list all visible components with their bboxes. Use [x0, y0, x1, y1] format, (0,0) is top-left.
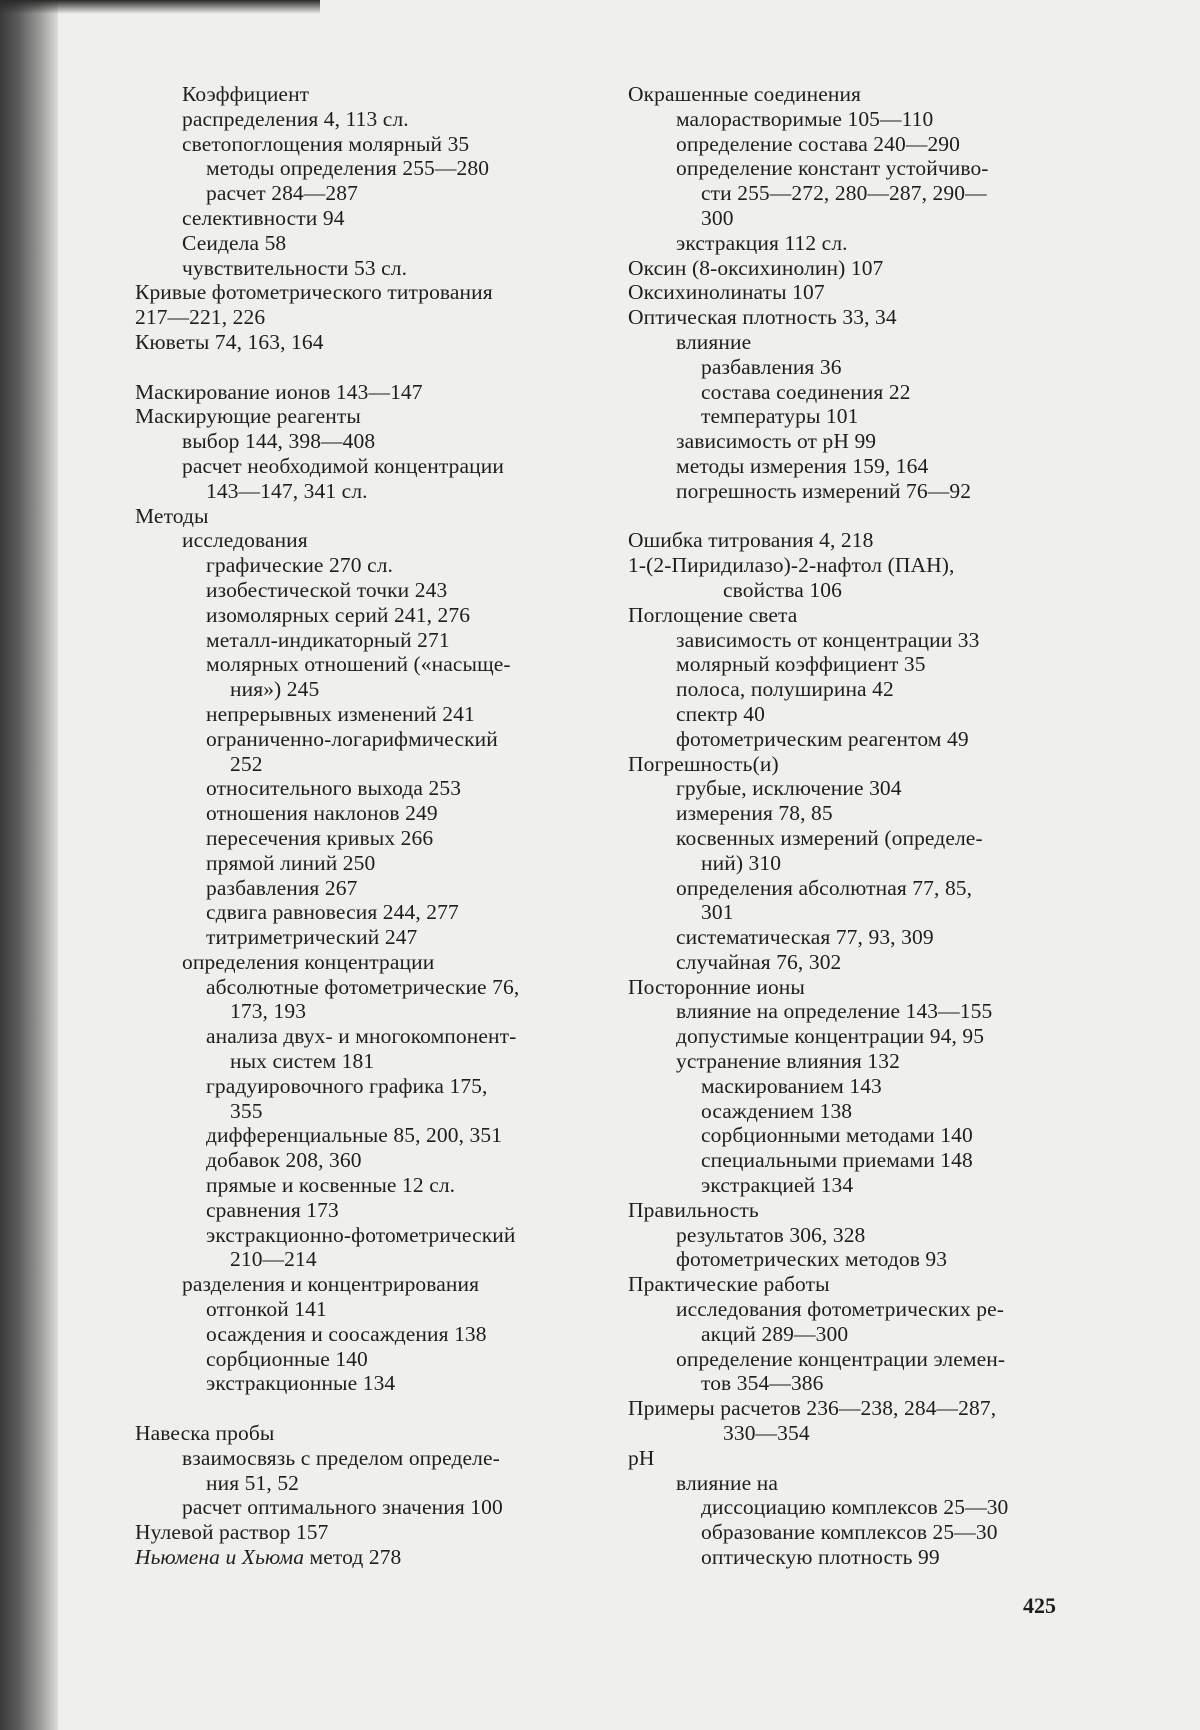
entry-gap: [618, 504, 1065, 529]
index-subentry: влияние: [676, 329, 752, 354]
index-entry-text: метод 278: [309, 1545, 402, 1570]
index-entry: [135, 1545, 585, 1570]
index-subentry: осаждения и соосаждения 138: [206, 1321, 487, 1346]
index-subentry: влияние на определение 143—155: [676, 999, 993, 1024]
index-subentry: результатов 306, 328: [676, 1222, 866, 1247]
index-subentry: разбавления 36: [701, 354, 842, 379]
index-subentry: 173, 193: [230, 999, 307, 1024]
index-entry: Поглощение света: [628, 602, 798, 627]
index-subentry: расчет необходимой концентрации: [182, 453, 504, 478]
index-subentry: разбавления 267: [206, 875, 358, 900]
index-subentry: чувствительности 53 сл.: [182, 255, 408, 280]
index-subentry: выбор 144, 398—408: [182, 429, 376, 454]
index-subentry: непрерывных изменений 241: [206, 701, 475, 726]
index-subentry: образование комплексов 25—30: [701, 1520, 998, 1545]
index-entry: Маскирование ионов 143—147: [135, 379, 423, 404]
index-subentry: 210—214: [230, 1247, 317, 1272]
index-subentry: диссоциацию комплексов 25—30: [701, 1495, 1009, 1520]
index-subentry: полоса, полуширина 42: [676, 677, 894, 702]
index-subentry: анализа двух- и многокомпонент-: [206, 1024, 517, 1049]
index-subentry: систематическая 77, 93, 309: [676, 925, 934, 950]
index-subentry: 301: [701, 900, 734, 925]
index-subentry: экстракционно-фотометрический: [206, 1222, 516, 1247]
index-entry-author-names: Ньюмена и Хьюма: [135, 1545, 310, 1570]
index-entry: 1-(2-Пиридилазо)-2-нафтол (ПАН),: [628, 553, 955, 578]
index-entry: Маскирующие реагенты: [135, 404, 361, 429]
index-subentry: зависимость от концентрации 33: [676, 627, 980, 652]
index-subentry: отношения наклонов 249: [206, 801, 438, 826]
index-subentry: пересечения кривых 266: [206, 825, 434, 850]
index-entry: Погрешность(и): [628, 751, 779, 776]
index-subentry: устранение влияния 132: [676, 1049, 900, 1074]
index-subentry: определение состава 240—290: [676, 131, 961, 156]
entry-gap: [135, 1396, 585, 1421]
index-subentry: графические 270 сл.: [206, 553, 394, 578]
index-entry: Оптическая плотность 33, 34: [628, 305, 897, 330]
index-column-right: [618, 82, 1065, 1570]
index-subentry: молярный коэффициент 35: [676, 652, 926, 677]
index-subentry: осаждением 138: [701, 1098, 853, 1123]
index-subentry: сорбционными методами 140: [701, 1123, 973, 1148]
index-entry: Методы: [135, 503, 209, 528]
index-subentry: спектр 40: [676, 701, 765, 726]
index-subentry: экстракция 112 сл.: [676, 230, 848, 255]
index-entry: Навеска пробы: [135, 1421, 275, 1446]
entry-gap: [135, 355, 585, 380]
page-number: 425: [1023, 1593, 1056, 1618]
index-subentry: градуировочного графика 175,: [206, 1073, 488, 1098]
index-subentry: прямые и косвенные 12 сл.: [206, 1173, 456, 1198]
index-subentry: ний) 310: [701, 850, 782, 875]
index-subentry: определение констант устойчиво-: [676, 156, 989, 181]
index-subentry: светопоглощения молярный 35: [182, 131, 470, 156]
index-subentry: Коэффициент: [182, 82, 310, 106]
index-entry: Нулевой раствор 157: [135, 1520, 329, 1545]
index-subentry: добавок 208, 360: [206, 1148, 362, 1173]
index-subentry: исследования фотометрических ре-: [676, 1297, 1005, 1322]
index-subentry: температуры 101: [701, 404, 859, 429]
index-entry: Правильность: [628, 1197, 759, 1222]
index-subentry: изобестической точки 243: [206, 577, 448, 602]
index-subentry: молярных отношений («насыще-: [206, 652, 511, 677]
index-subentry: свойства 106: [723, 577, 842, 602]
index-subentry: прямой линий 250: [206, 850, 376, 875]
index-subentry: зависимость от pH 99: [676, 429, 877, 454]
index-subentry: 143—147, 341 сл.: [206, 478, 368, 503]
index-subentry: ния») 245: [230, 677, 320, 702]
index-subentry: ограниченно-логарифмический: [206, 726, 498, 751]
index-subentry: 252: [230, 751, 263, 776]
index-subentry: Сеидела 58: [182, 230, 287, 255]
index-column-left: [135, 82, 585, 1570]
index-subentry: 355: [230, 1098, 263, 1123]
index-subentry: малорастворимые 105—110: [676, 106, 934, 131]
index-entry: Практические работы: [628, 1272, 830, 1297]
index-subentry: абсолютные фотометрические 76,: [206, 974, 520, 999]
index-subentry: сравнения 173: [206, 1197, 339, 1222]
index-entry: 217—221, 226: [135, 305, 266, 330]
index-subentry: 300: [701, 205, 734, 230]
index-subentry: фотометрических методов 93: [676, 1247, 948, 1272]
index-subentry: разделения и концентрирования: [182, 1272, 480, 1297]
index-subentry: влияние на: [676, 1470, 778, 1495]
index-subentry: методы определения 255—280: [206, 156, 490, 181]
index-subentry: фотометрическим реагентом 49: [676, 726, 969, 751]
index-subentry: расчет оптимального значения 100: [182, 1495, 503, 1520]
index-subentry: исследования: [182, 528, 308, 553]
index-subentry: взаимосвязь с пределом определе-: [182, 1445, 500, 1470]
index-subentry: распределения 4, 113 сл.: [182, 106, 409, 131]
index-entry: pH: [628, 1445, 655, 1470]
index-subentry: определение концентрации элемен-: [676, 1346, 1006, 1371]
index-subentry: селективности 94: [182, 205, 345, 230]
index-subentry: косвенных измерений (определе-: [676, 825, 983, 850]
index-subentry: титриметрический 247: [206, 925, 418, 950]
index-entry: Посторонние ионы: [628, 974, 805, 999]
index-subentry: допустимые концентрации 94, 95: [676, 1024, 985, 1049]
index-subentry: отгонкой 141: [206, 1297, 327, 1322]
index-subentry: оптическую плотность 99: [701, 1545, 940, 1570]
index-subentry: погрешность измерений 76—92: [676, 478, 972, 503]
index-entry: Оксихинолинаты 107: [628, 280, 825, 305]
index-subentry: методы измерения 159, 164: [676, 453, 929, 478]
index-subentry: маскированием 143: [701, 1073, 882, 1098]
index-subentry: определения абсолютная 77, 85,: [676, 875, 973, 900]
index-subentry: случайная 76, 302: [676, 949, 842, 974]
index-subentry: 330—354: [723, 1421, 810, 1446]
index-entry: Кривые фотометрического титрования: [135, 280, 493, 305]
index-subentry: акций 289—300: [701, 1321, 849, 1346]
index-subentry: дифференциальные 85, 200, 351: [206, 1123, 503, 1148]
index-subentry: ных систем 181: [230, 1049, 375, 1074]
index-subentry: измерения 78, 85: [676, 801, 833, 826]
index-entry: Кюветы 74, 163, 164: [135, 329, 324, 354]
index-subentry: определения концентрации: [182, 949, 435, 974]
index-subentry: относительного выхода 253: [206, 776, 462, 801]
index-subentry: изомолярных серий 241, 276: [206, 602, 471, 627]
index-subentry: экстракцией 134: [701, 1173, 854, 1198]
index-subentry: сорбционные 140: [206, 1346, 368, 1371]
index-subentry: тов 354—386: [701, 1371, 824, 1396]
index-entry: Оксин (8-оксихинолин) 107: [628, 255, 884, 280]
index-entry: Ошибка титрования 4, 218: [628, 528, 874, 553]
page-binding-shadow: [0, 0, 58, 1730]
index-subentry: состава соединения 22: [701, 379, 911, 404]
index-subentry: экстракционные 134: [206, 1371, 396, 1396]
index-subentry: сти 255—272, 280—287, 290—: [701, 181, 987, 206]
index-subentry: сдвига равновесия 244, 277: [206, 900, 459, 925]
index-subentry: ния 51, 52: [206, 1470, 300, 1495]
index-entry: Окрашенные соединения: [628, 82, 862, 106]
index-subentry: металл-индикаторный 271: [206, 627, 450, 652]
page-top-shadow: [0, 0, 320, 14]
index-subentry: специальными приемами 148: [701, 1148, 973, 1173]
index-subentry: расчет 284—287: [206, 181, 358, 206]
index-entry: Примеры расчетов 236—238, 284—287,: [628, 1396, 997, 1421]
index-subentry: грубые, исключение 304: [676, 776, 902, 801]
